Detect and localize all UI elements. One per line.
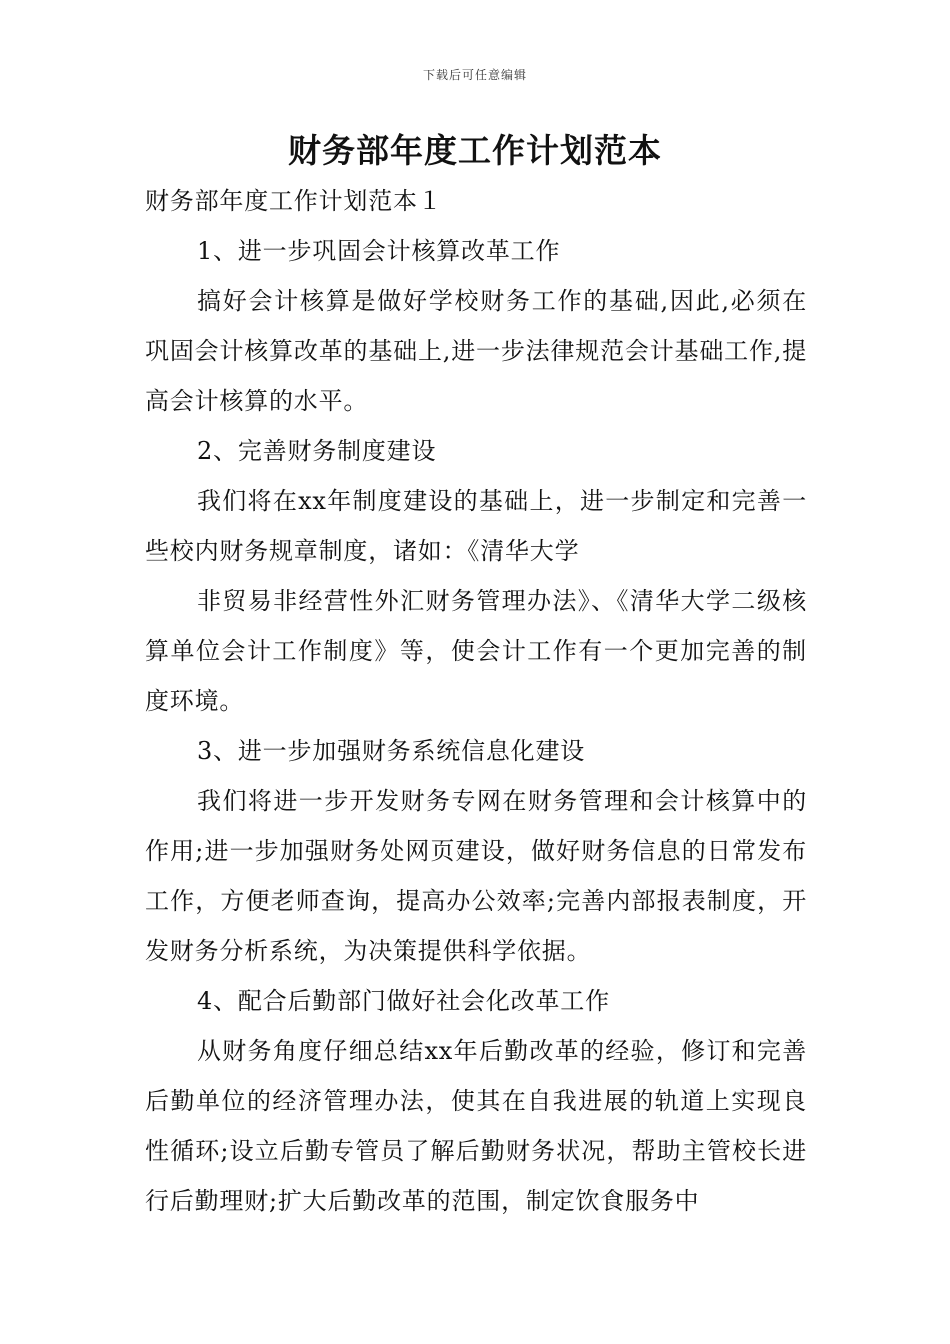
paragraph-3: 2、完善财务制度建设 (197, 437, 437, 465)
paragraph-7: 我们将进一步开发财务专网在财务管理和会计核算中的作用;进一步加强财务处网页建设，做好财务信息的日常发布工作，方便老师查询，提高办公效率;完善内部报表制度，开发财务分析系统，为决策提供科学依据。 (145, 787, 807, 965)
paragraph-2: 搞好会计核算是做好学校财务工作的基础,因此,必须在巩固会计核算改革的基础上,进一步法律规范会计基础工作,提高会计核算的水平。 (145, 287, 807, 415)
document-title: 财务部年度工作计划范本 (288, 131, 662, 170)
section-heading: 财务部年度工作计划范本１ (145, 187, 443, 215)
paragraph-1: 1、进一步巩固会计核算改革工作 (197, 237, 561, 265)
paragraph-9: 从财务角度仔细总结xx年后勤改革的经验，修订和完善后勤单位的经济管理办法，使其在自我进展的轨道上实现良性循环;设立后勤专管员了解后勤财务状况，帮助主管校长进行后勤理财;扩大后勤改革的范围，制定饮食服务中 (145, 1037, 807, 1215)
paragraph-5: 非贸易非经营性外汇财务管理办法》、《清华大学二级核算单位会计工作制度》等，使会计工作有一个更加完善的制度环境。 (145, 587, 807, 715)
document-body (145, 176, 807, 1226)
header-note: 下载后可任意编辑 (422, 68, 527, 82)
paragraph-8: 4、配合后勤部门做好社会化改革工作 (197, 987, 610, 1015)
paragraph-4: 我们将在xx年制度建设的基础上，进一步制定和完善一些校内财务规章制度，诸如：《清华大学 (145, 487, 807, 565)
paragraph-6: 3、进一步加强财务系统信息化建设 (197, 737, 586, 765)
